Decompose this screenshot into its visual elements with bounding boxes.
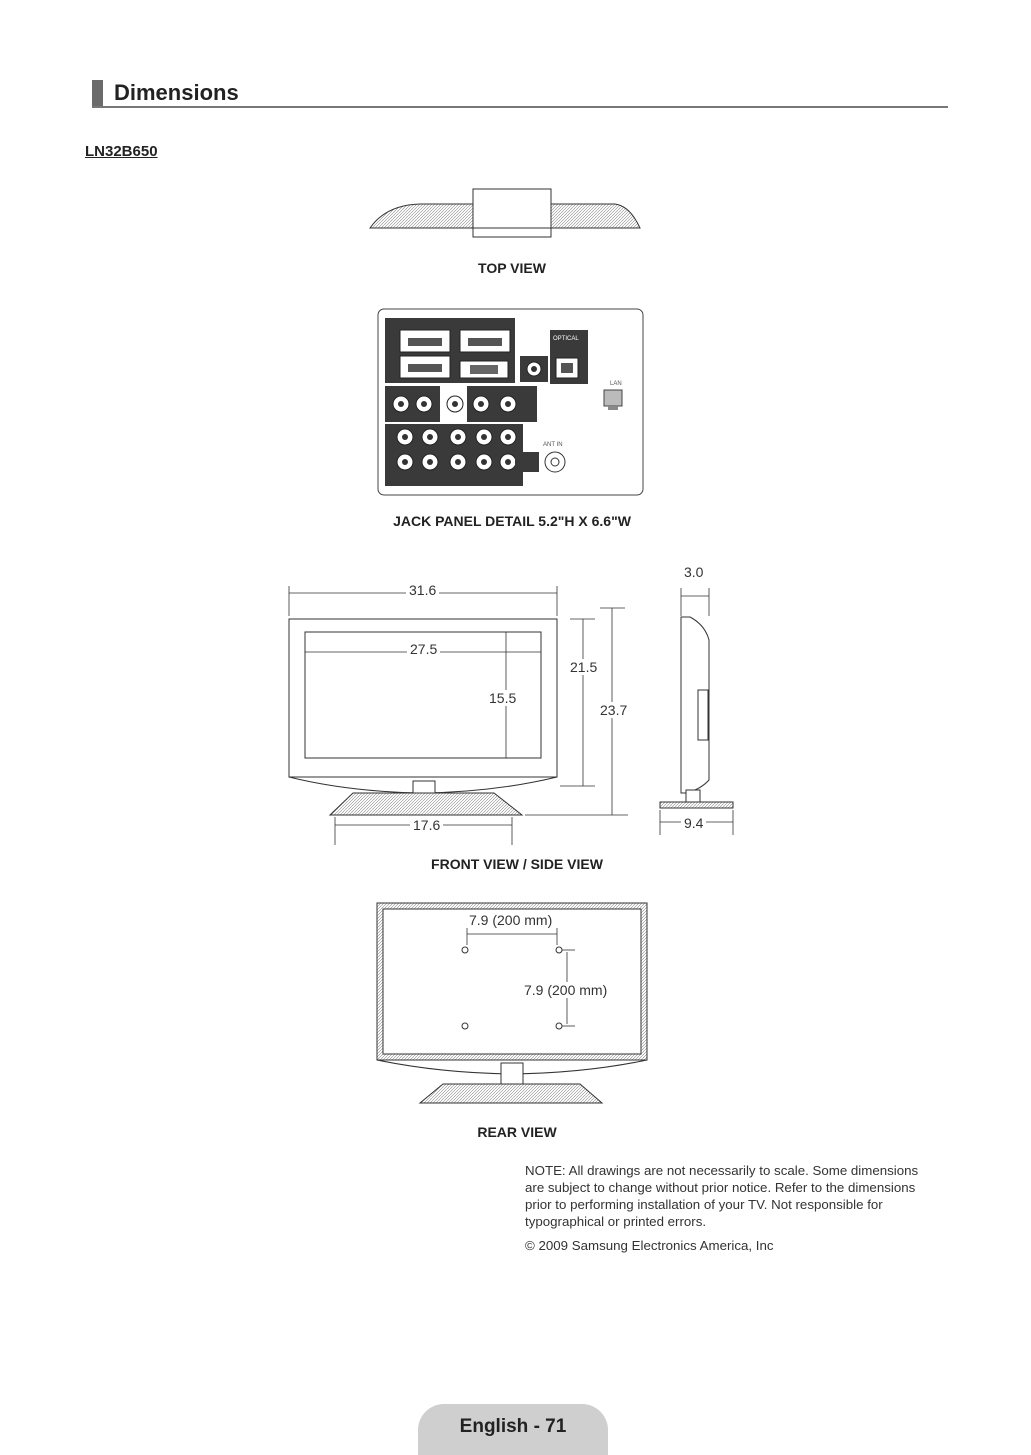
- dim-height-no-stand: 21.5: [570, 659, 598, 675]
- svg-text:OPTICAL: OPTICAL: [553, 336, 579, 342]
- model-number: LN32B650: [85, 143, 158, 160]
- copyright: © 2009 Samsung Electronics America, Inc: [525, 1238, 774, 1253]
- dim-screen-height: 15.5: [489, 690, 517, 706]
- front-view-drawing: [289, 586, 628, 845]
- dim-vesa-vertical: 7.9 (200 mm): [524, 982, 608, 998]
- top-view-drawing: [370, 189, 640, 237]
- rear-view-caption: REAR VIEW: [477, 1124, 557, 1140]
- dim-screen-width: 27.5: [407, 641, 440, 657]
- disclaimer-note: NOTE: All drawings are not necessarily to scale. Some dimensions are subject to change without prior notice. Refer to the dimensions prior to performing installation of your TV. Not responsible for typographical or printed errors.: [525, 1163, 919, 1229]
- dim-stand-depth: 9.4: [681, 815, 706, 831]
- top-view-caption: TOP VIEW: [478, 260, 546, 276]
- page-number: English - 71: [459, 1416, 567, 1437]
- dim-stand-width: 17.6: [410, 817, 443, 833]
- dim-height-total: 23.7: [600, 702, 628, 718]
- svg-text:LAN: LAN: [610, 381, 622, 387]
- dim-width-total: 31.6: [406, 582, 439, 598]
- section-title: Dimensions: [114, 80, 239, 105]
- jack-panel-caption: JACK PANEL DETAIL 5.2"H X 6.6"W: [393, 513, 631, 529]
- dim-vesa-horizontal: 7.9 (200 mm): [469, 912, 553, 928]
- rear-view-drawing: [377, 903, 647, 1103]
- dim-depth: 3.0: [684, 564, 704, 580]
- jack-panel-drawing: [378, 309, 643, 495]
- front-side-view-caption: FRONT VIEW / SIDE VIEW: [431, 856, 603, 872]
- side-view-drawing: [660, 588, 733, 835]
- svg-text:ANT IN: ANT IN: [543, 442, 563, 448]
